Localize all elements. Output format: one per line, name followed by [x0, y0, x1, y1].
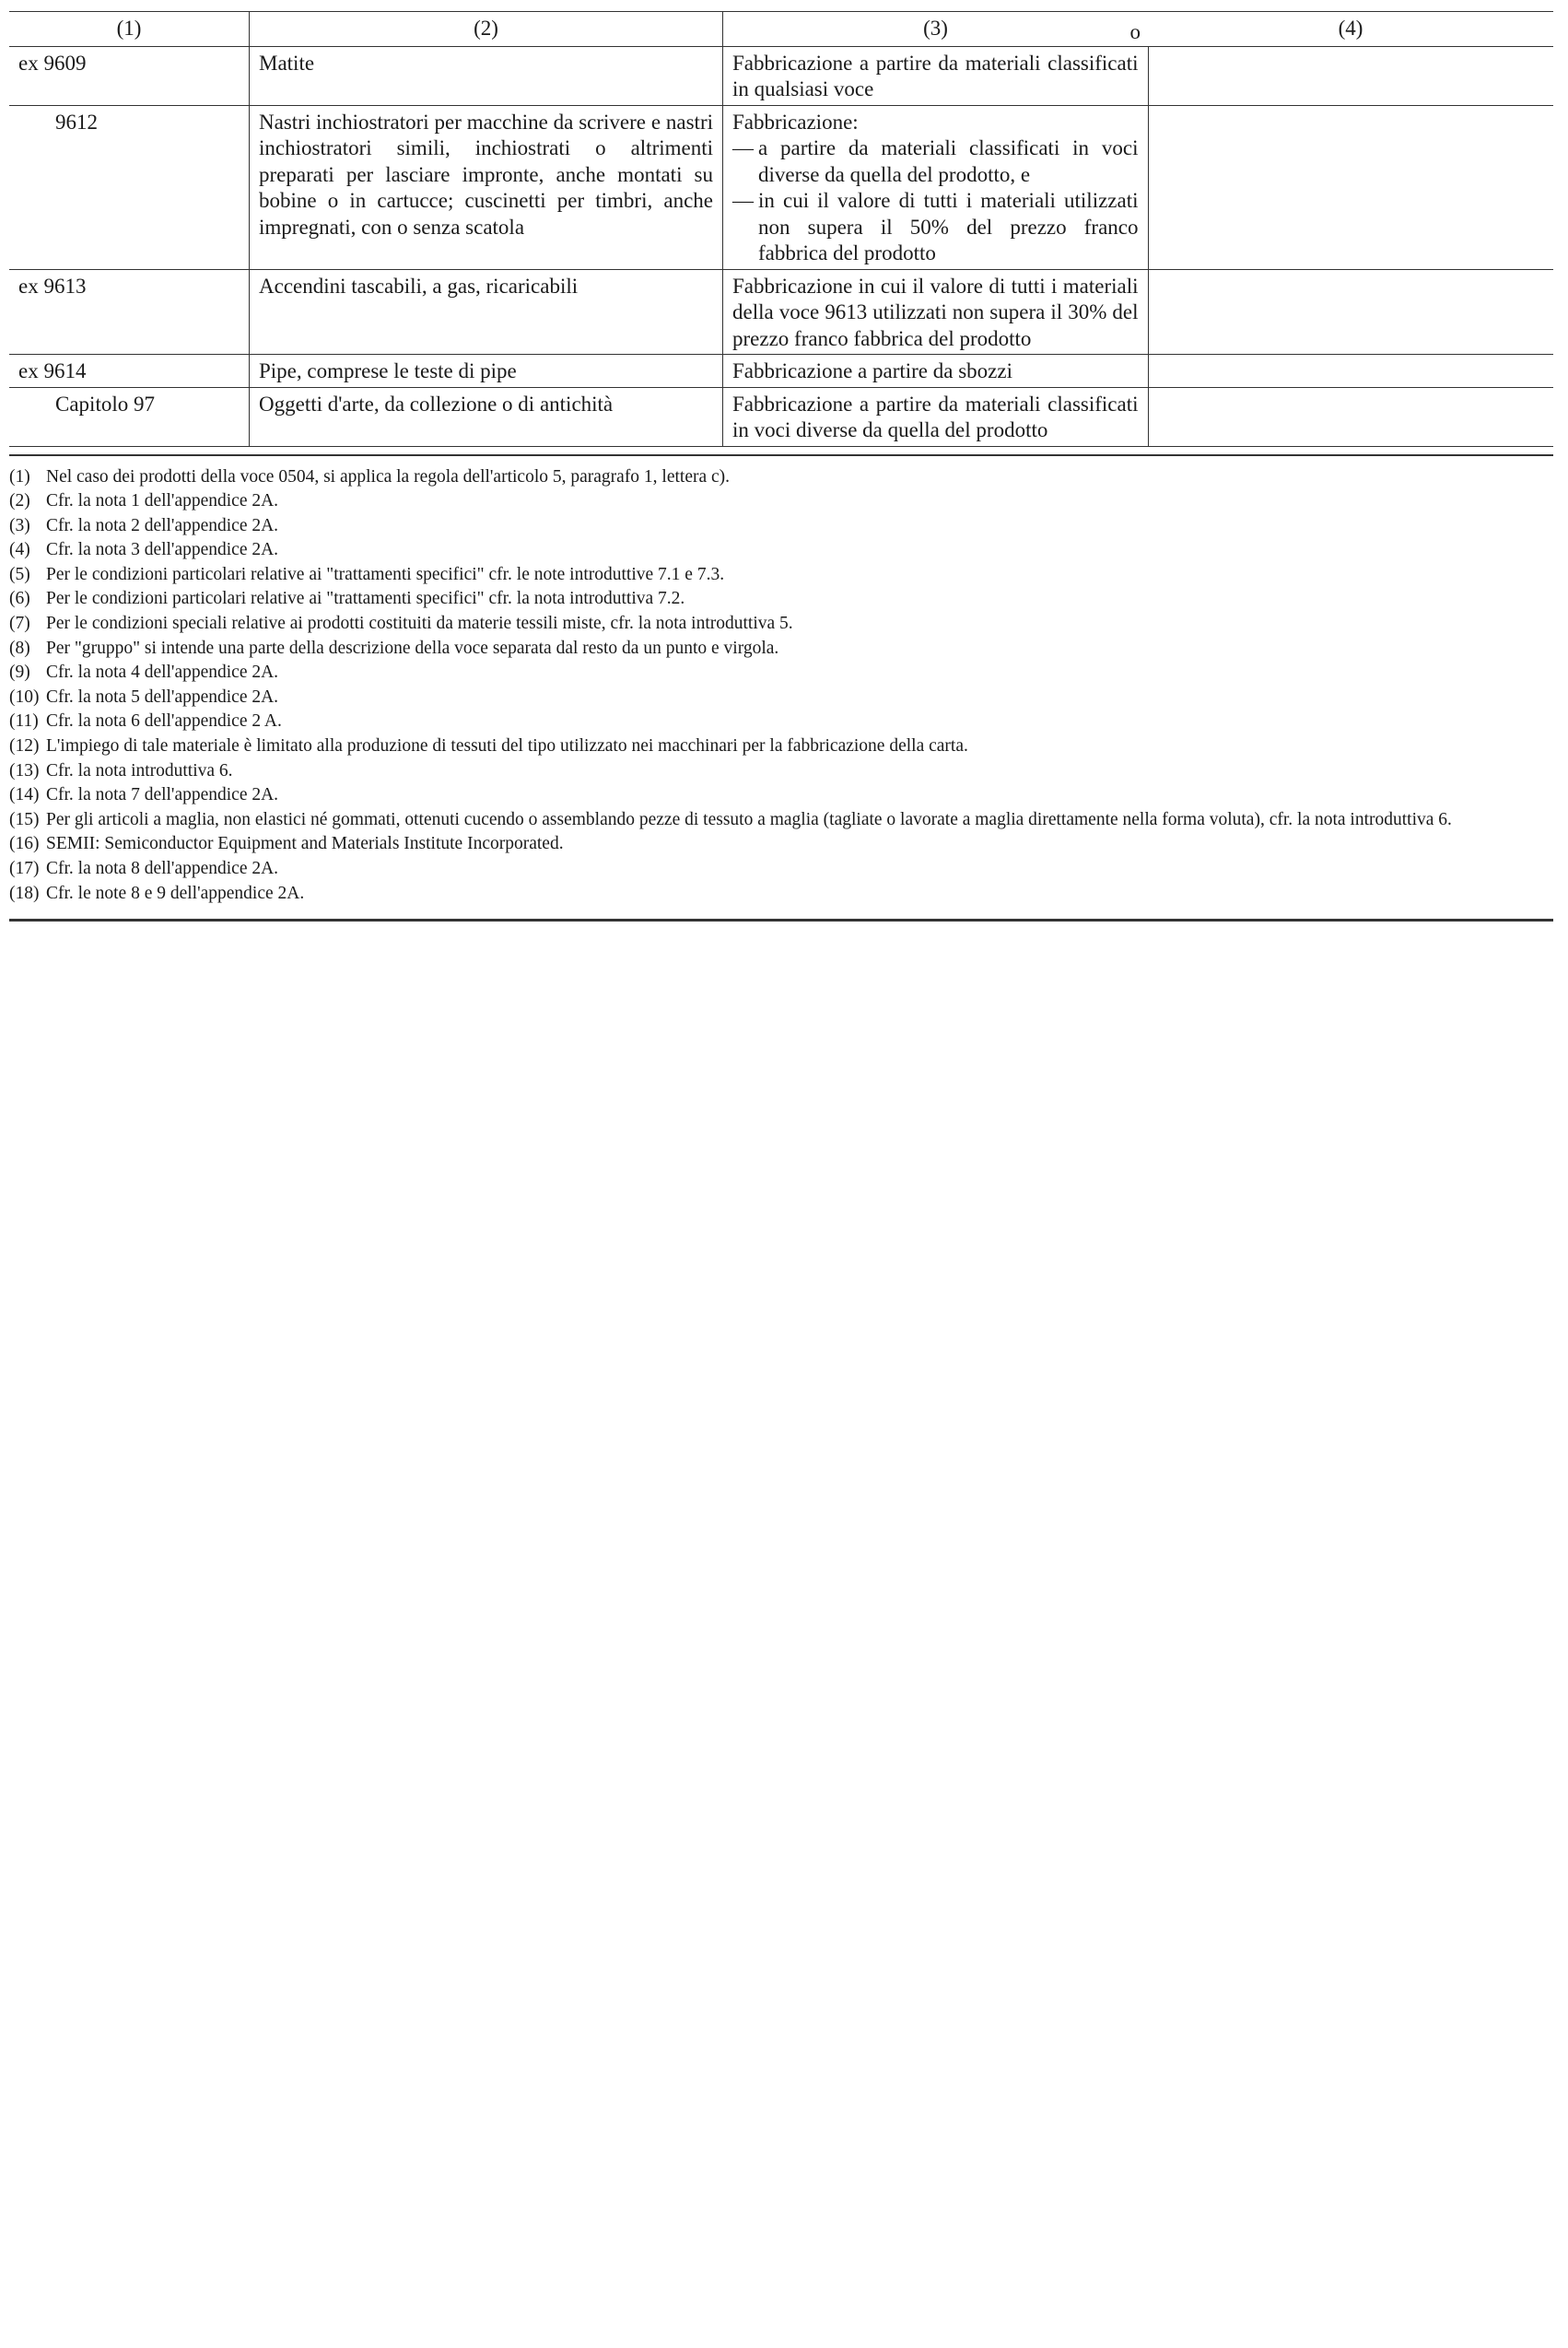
column-header-2: (2): [250, 12, 723, 47]
table-row: [9, 105, 1553, 269]
footnote: [9, 587, 1553, 612]
closing-rule: [9, 919, 1553, 922]
column-header-3: [723, 12, 1149, 47]
footnote: [9, 538, 1553, 563]
cell-rule: Fabbricazione a partire da sbozzi: [723, 355, 1149, 388]
heading-code: ex 9614: [18, 359, 87, 382]
footnote-ref: (1): [9, 466, 30, 487]
table-row: [9, 387, 1553, 446]
footnote-text: Nel caso dei prodotti della voce 0504, si applica la regola dell'articolo 5, paragrafo 1, lettera c).: [46, 466, 731, 487]
rule-list-item: [732, 188, 1139, 267]
footnote-ref: (7): [9, 614, 30, 634]
cell-code: [9, 355, 250, 388]
footnote: [9, 686, 1553, 710]
footnote-ref: (5): [9, 564, 30, 584]
cell-alternative-rule: [1148, 105, 1553, 269]
rule-list-item-text: a partire da materiali classificati in voci diverse da quella del prodotto, e: [758, 136, 1139, 186]
footnote-text: Cfr. la nota 2 dell'appendice 2A.: [46, 515, 279, 535]
cell-code: [9, 269, 250, 355]
footnote-text: Cfr. le note 8 e 9 dell'appendice 2A.: [46, 883, 305, 903]
rule-intro: Fabbricazione:: [732, 110, 859, 134]
footnote: [9, 465, 1553, 490]
footnote-ref: (10): [9, 687, 40, 707]
footnote: [9, 857, 1553, 882]
footnote-text: Per le condizioni particolari relative ai "trattamenti specifici" cfr. la nota introduttiva 7.2.: [46, 589, 685, 609]
column-header-3-label: (3): [923, 17, 948, 40]
footnote: [9, 637, 1553, 662]
heading-code: Capitolo 97: [55, 392, 155, 416]
cell-alternative-rule: [1148, 355, 1553, 388]
footnote-ref: (12): [9, 736, 40, 757]
footnote-text: Cfr. la nota 3 dell'appendice 2A.: [46, 540, 279, 560]
footnote-text: Per gli articoli a maglia, non elastici né gommati, ottenuti cucendo o assemblando pezze di tessuto a maglia (tagliate o lavorate a maglia direttamente nella forma voluta), cfr. la nota introduttiva 6.: [46, 809, 1452, 829]
footnote-text: Per le condizioni particolari relative ai "trattamenti specifici" cfr. le note introduttive 7.1 e 7.3.: [46, 564, 725, 584]
footnote-ref: (9): [9, 663, 30, 683]
footnote-ref: (2): [9, 491, 30, 511]
table-row: [9, 355, 1553, 388]
dash-bullet: —: [732, 136, 754, 159]
heading-code: ex 9609: [18, 51, 87, 75]
table-header-row: [9, 12, 1553, 47]
footnote-text: L'impiego di tale materiale è limitato alla produzione di tessuti del tipo utilizzato nei macchinari per la fabbricazione della carta.: [46, 736, 968, 757]
footnote-ref: (13): [9, 760, 40, 781]
footnote: [9, 514, 1553, 539]
dash-bullet: —: [732, 189, 754, 212]
cell-rule: Fabbricazione a partire da materiali classificati in voci diverse da quella del prodotto: [723, 387, 1149, 446]
footnote-text: Cfr. la nota 4 dell'appendice 2A.: [46, 663, 279, 683]
footnote: [9, 612, 1553, 637]
cell-description: Matite: [250, 46, 723, 105]
footnote: [9, 759, 1553, 784]
footnote-ref: (4): [9, 540, 30, 560]
cell-alternative-rule: [1148, 387, 1553, 446]
footnote-text: Cfr. la nota 7 dell'appendice 2A.: [46, 785, 279, 805]
footnote-ref: (6): [9, 589, 30, 609]
table-row: [9, 46, 1553, 105]
heading-code: 9612: [55, 110, 98, 134]
column-header-or: o: [1129, 20, 1141, 43]
table-row: [9, 269, 1553, 355]
footnote: [9, 661, 1553, 686]
cell-description: Pipe, comprese le teste di pipe: [250, 355, 723, 388]
document-page: [9, 11, 1553, 922]
cell-code: [9, 387, 250, 446]
footnote-ref: (14): [9, 785, 40, 805]
footnote-text: Cfr. la nota introduttiva 6.: [46, 760, 233, 781]
footnote-ref: (15): [9, 809, 40, 829]
footnotes: [9, 454, 1553, 907]
cell-rule: [723, 105, 1149, 269]
heading-code: ex 9613: [18, 274, 87, 298]
footnote-ref: (8): [9, 638, 30, 658]
cell-alternative-rule: [1148, 46, 1553, 105]
rule-list-item-text: in cui il valore di tutti i materiali utilizzati non supera il 50% del prezzo franco fabbrica del prodotto: [758, 189, 1139, 264]
footnote-text: Cfr. la nota 1 dell'appendice 2A.: [46, 491, 279, 511]
footnote-ref: (17): [9, 859, 40, 878]
cell-rule: Fabbricazione a partire da materiali classificati in qualsiasi voce: [723, 46, 1149, 105]
footnote: [9, 882, 1553, 907]
footnote: [9, 832, 1553, 857]
cell-code: [9, 105, 250, 269]
footnote-ref: (11): [9, 711, 39, 732]
origin-rules-table: [9, 11, 1553, 447]
footnote-ref: (16): [9, 834, 40, 854]
column-header-4: (4): [1148, 12, 1553, 47]
footnote-ref: (3): [9, 515, 30, 535]
footnote-ref: (18): [9, 883, 40, 903]
cell-code: [9, 46, 250, 105]
column-header-1: (1): [9, 12, 250, 47]
footnote-text: SEMII: Semiconductor Equipment and Materials Institute Incorporated.: [46, 834, 564, 854]
footnote-text: Cfr. la nota 8 dell'appendice 2A.: [46, 859, 279, 878]
footnote: [9, 808, 1553, 833]
cell-description: Nastri inchiostratori per macchine da scrivere e nastri inchiostratori simili, inchiostrati o altrimenti preparati per lasciare impronte, anche montati su bobine o in cartucce; cuscinetti per timbri, anche impregnati, con o senza scatola: [250, 105, 723, 269]
cell-rule: Fabbricazione in cui il valore di tutti i materiali della voce 9613 utilizzati non supera il 30% del prezzo franco fabbrica del prodotto: [723, 269, 1149, 355]
footnote-text: Cfr. la nota 5 dell'appendice 2A.: [46, 687, 279, 707]
cell-alternative-rule: [1148, 269, 1553, 355]
footnote-text: Per "gruppo" si intende una parte della descrizione della voce separata dal resto da un punto e virgola.: [46, 638, 779, 658]
footnote-text: Cfr. la nota 6 dell'appendice 2 A.: [46, 711, 282, 732]
footnote: [9, 734, 1553, 759]
rule-list-item: [732, 135, 1139, 188]
footnote-text: Per le condizioni speciali relative ai prodotti costituiti da materie tessili miste, cfr. la nota introduttiva 5.: [46, 614, 793, 634]
footnote: [9, 783, 1553, 808]
cell-description: Accendini tascabili, a gas, ricaricabili: [250, 269, 723, 355]
footnote: [9, 563, 1553, 588]
footnote: [9, 710, 1553, 734]
cell-description: Oggetti d'arte, da collezione o di antichità: [250, 387, 723, 446]
footnote: [9, 489, 1553, 514]
